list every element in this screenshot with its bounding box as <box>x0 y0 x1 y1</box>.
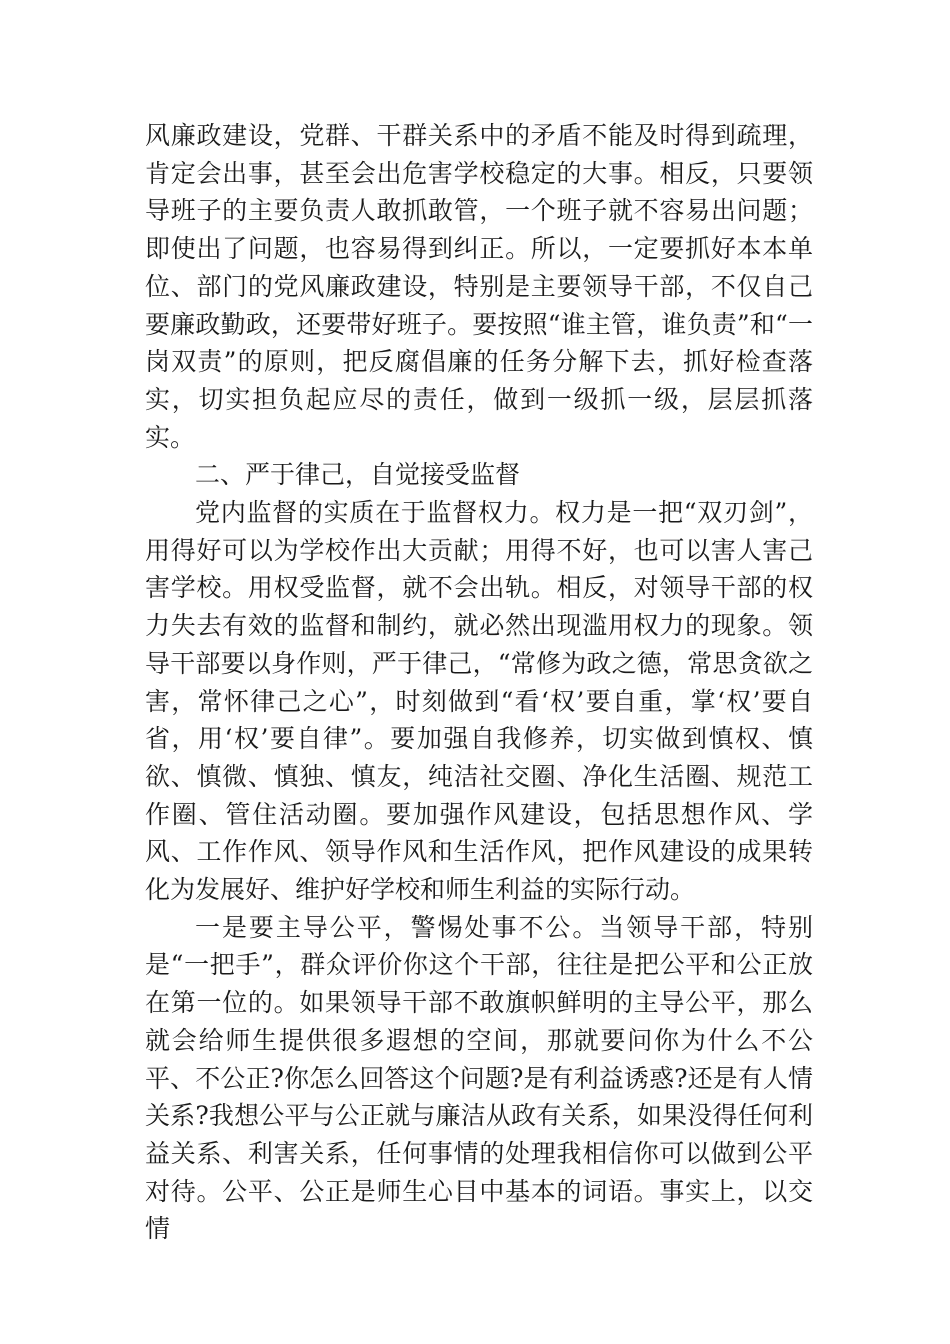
paragraph-supervision: 党内监督的实质在于监督权力。权力是一把“双刃剑”，用得好可以为学校作出大贡献；用得不好，也可以害人害己害学校。用权受监督，就不会出轨。相反，对领导干部的权力失去有效的监督和制约，就必然出现滥用权力的现象。领导干部要以身作则，严于律己，“常修为政之德，常思贪欲之害，常怀律己之心”，时刻做到“看‘权’要自重，掌‘权’要自省，用‘权’要自律”。要加强自我修养，切实做到慎权、慎欲、慎微、慎独、慎友，纯洁社交圈、净化生活圈、规范工作圈、管住活动圈。要加强作风建设，包括思想作风、学风、工作作风、领导作风和生活作风，把作风建设的成果转化为发展好、维护好学校和师生利益的实际行动。 <box>145 498 813 905</box>
paragraph-continuation: 风廉政建设，党群、干群关系中的矛盾不能及时得到疏理，肯定会出事，甚至会出危害学校稳定的大事。相反，只要领导班子的主要负责人敢抓敢管，一个班子就不容易出问题；即使出了问题，也容易得到纠正。所以，一定要抓好本本单位、部门的党风廉政建设，特别是主要领导干部，不仅自己要廉政勤政，还要带好班子。要按照“谁主管，谁负责”和“一岗双责”的原则，把反腐倡廉的任务分解下去，抓好检查落实，切实担负起应尽的责任，做到一级抓一级，层层抓落实。 <box>145 121 813 452</box>
paragraph-fairness: 一是要主导公平，警惕处事不公。当领导干部，特别是“一把手”，群众评价你这个干部，往往是把公平和公正放在第一位的。如果领导干部不敢旗帜鲜明的主导公平，那么就会给师生提供很多遐想的空间，那就要问你为什么不公平、不公正?你怎么回答这个问题?是有利益诱惑?还是有人情关系?我想公平与公正就与廉洁从政有关系，如果没得任何利益关系、利害关系，任何事情的处理我相信你可以做到公平对待。公平、公正是师生心目中基本的词语。事实上，以交情 <box>145 912 813 1244</box>
section-heading: 二、严于律己，自觉接受监督 <box>195 460 521 490</box>
document-page <box>145 117 813 1248</box>
